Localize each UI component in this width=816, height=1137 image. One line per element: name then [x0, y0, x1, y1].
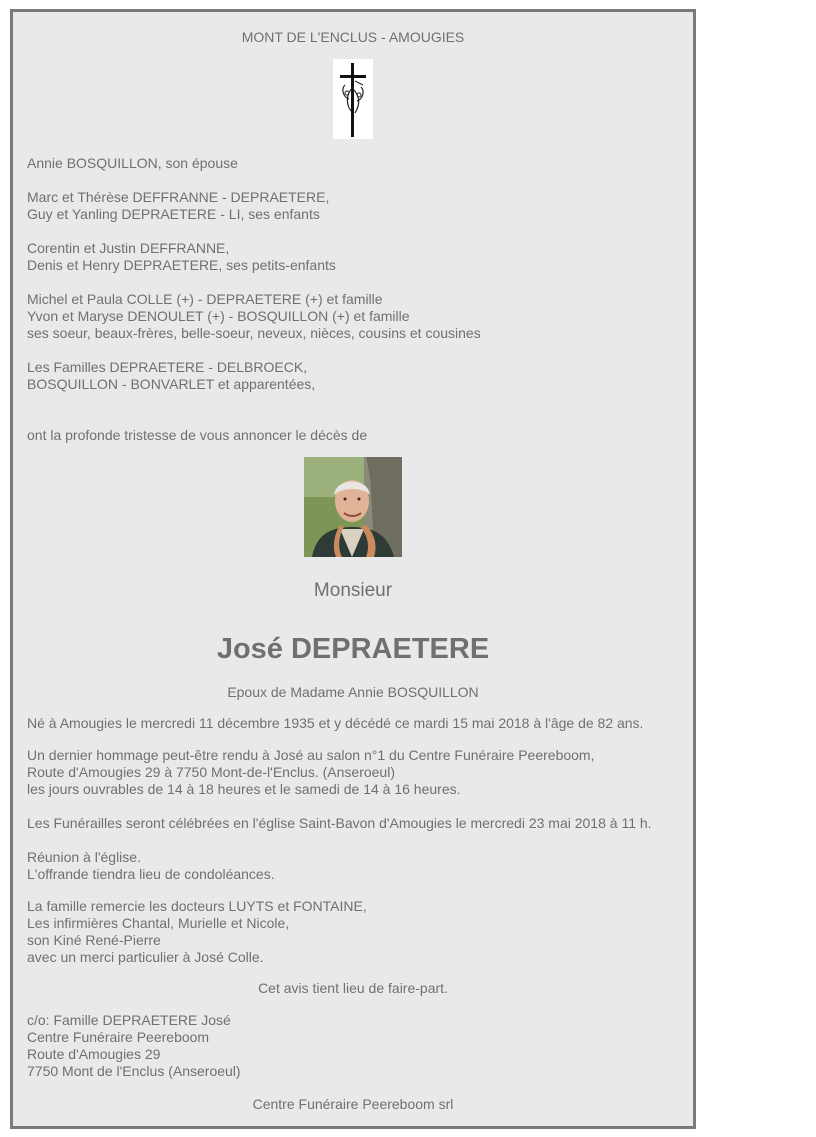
contact-line: 7750 Mont de l'Enclus (Anseroeul)	[27, 1063, 241, 1079]
family-group-3	[27, 240, 336, 274]
cross-icon	[333, 59, 373, 139]
family-group-1	[27, 155, 238, 172]
funerailles-paragraph	[27, 815, 652, 832]
location-header: MONT DE L'ENCLUS - AMOUGIES	[241, 29, 465, 45]
paragraph-line: les jours ouvrables de 14 à 18 heures et le samedi de 14 à 16 heures.	[27, 781, 461, 797]
honorific-title: Monsieur	[313, 580, 393, 601]
paragraph-line: Route d'Amougies 29 à 7750 Mont-de-l'Enclus. (Anseroeul)	[27, 764, 395, 780]
paragraph-line: Réunion à l'église.	[27, 849, 141, 865]
thanks-paragraph	[27, 898, 367, 966]
paragraph-line: L'offrande tiendra lieu de condoléances.	[27, 866, 275, 882]
footer-credit: Centre Funéraire Peereboom srl	[252, 1096, 454, 1112]
announcement-text: ont la profonde tristesse de vous annoncer le décès de	[27, 427, 368, 443]
paragraph-line: avec un merci particulier à José Colle.	[27, 949, 264, 965]
paragraph-line: Un dernier hommage peut-être rendu à José au salon n°1 du Centre Funéraire Peereboom,	[27, 747, 595, 763]
paragraph-line: son Kiné René-Pierre	[27, 932, 161, 948]
family-group-2	[27, 189, 329, 223]
faire-part-note: Cet avis tient lieu de faire-part.	[258, 980, 448, 996]
family-line: Denis et Henry DEPRAETERE, ses petits-enfants	[27, 257, 336, 273]
contact-line: Route d'Amougies 29	[27, 1046, 161, 1062]
family-group-5	[27, 359, 315, 393]
family-line: Michel et Paula COLLE (+) - DEPRAETERE (+) et famille	[27, 291, 383, 307]
family-line: Marc et Thérèse DEFFRANNE - DEPRAETERE,	[27, 189, 330, 205]
obituary-card	[10, 9, 696, 1129]
family-line: BOSQUILLON - BONVARLET et apparentées,	[27, 376, 316, 392]
spouse-line: Epoux de Madame Annie BOSQUILLON	[227, 684, 479, 700]
hommage-paragraph	[27, 747, 595, 798]
family-line: Les Familles DEPRAETERE - DELBROECK,	[27, 359, 308, 375]
portrait-photo	[304, 457, 402, 557]
family-line: Yvon et Maryse DENOULET (+) - BOSQUILLON (+) et famille	[27, 308, 410, 324]
contact-line: Centre Funéraire Peereboom	[27, 1029, 210, 1045]
family-line: Corentin et Justin DEFFRANNE,	[27, 240, 230, 256]
paragraph-line: La famille remercie les docteurs LUYTS et FONTAINE,	[27, 898, 367, 914]
paragraph-line: Les Funérailles seront célébrées en l'église Saint-Bavon d'Amougies le mercredi 23 mai 2018 à 11 h.	[27, 815, 652, 831]
birth-death-paragraph	[27, 715, 643, 732]
paragraph-line: Les infirmières Chantal, Murielle et Nicole,	[27, 915, 290, 931]
contact-line: c/o: Famille DEPRAETERE José	[27, 1012, 231, 1028]
family-line: Annie BOSQUILLON, son épouse	[27, 155, 238, 171]
contact-block	[27, 1012, 241, 1080]
family-line: Guy et Yanling DEPRAETERE - LI, ses enfants	[27, 206, 320, 222]
family-group-4	[27, 291, 481, 342]
family-line: ses soeur, beaux-frères, belle-soeur, neveux, nièces, cousins et cousines	[27, 325, 481, 341]
deceased-name: José DEPRAETERE	[216, 633, 490, 665]
reunion-paragraph	[27, 849, 275, 883]
paragraph-line: Né à Amougies le mercredi 11 décembre 1935 et y décédé ce mardi 15 mai 2018 à l'âge de 82 ans.	[27, 715, 644, 731]
